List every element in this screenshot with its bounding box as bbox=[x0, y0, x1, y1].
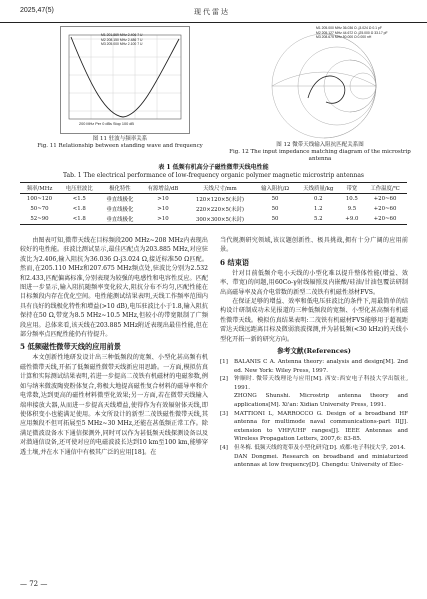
paragraph: 本文创新性地研发设计出三种低频段的宽频、小型化甚高频有机磁性微带天线,开拓了低频磁性微带天线新应用思路。一方面,模拟仿真计算和实际测试结果表明,若进一步提高二茂铁有机磁材的电磁参数,例如与纳米微波陶瓷粉体复合,将极大地提高磁性复合材料的磁导率和介电常数,达到更高的磁性材料微型化效果;另一方面,若在微带天线输入端串接放大器,从而进一步提高天线增益,使得作为有效辐射体天线,即使体积变小也能满足使用。本文所设计的新型二茂铁磁性微带天线,其应用频段不但可拓展至5 MHz~30 MHz,还能在甚低频正常工作。除满足微波设备水下通信探测外,同时可以作为甚低频天线探测设备以及对潜通信设备,还可使对应的电磁波波长达到10 km至100 km,能够穿透土壤,并在水下通信中有极其广泛的应用[18]。在 bbox=[20, 354, 208, 456]
legend-line: M1 201.869 MHz 2.406 7 U bbox=[101, 33, 143, 37]
legend-line: M2 208.150 MHz 2.486 7 U bbox=[101, 37, 143, 42]
right-column bbox=[220, 236, 408, 576]
section-heading: 6 结束语 bbox=[220, 257, 250, 267]
table-header-row bbox=[20, 183, 407, 194]
paragraph: 由图表可知,微带天线在目标频段200 MHz~208 MHz内表现出较好的电性能。驻波比测试显示,最佳匹配点为203.885 MHz,对应驻波比为2.406,输入阻抗为36.036 Ω-j3.024 Ω,接近标准50 Ω匹配。然而,在205.110 MHz和207.675 MHz频点处,驻波比分别为2.532和2.433,匹配偏离标准,分别表现为较强的电感性和电容性反应。匹配图进一步显示,输入阻抗随频率变化较大,阻抗分布不均匀,匹配性能在目标频段内存在优化空间。电性能测试结果表明,天线工作频率范围内具有良好的线极化特性和增益(>10 dB),电压驻波比小于1.8,输入阻抗保持在50 Ω,带宽为8.5 MHz~10.5 MHz,但较小的带宽限制了广频段应用。总体来看,该天线在203.885 MHz附近表现出最佳性能,但在部分频率点匹配性能仍有待提升。 bbox=[20, 237, 208, 339]
header-cell: 有源增益/dB bbox=[140, 183, 186, 194]
table-1 bbox=[20, 182, 407, 225]
figure-11-caption: 图 11 驻波与频率关系 Fig. 11 Relationship between standing wave and frequency bbox=[37, 136, 203, 149]
reference-list bbox=[220, 358, 408, 470]
legend-line: M1 205.000 MHz 36.036 Ω -j3.024 Ω 0.1 pF bbox=[316, 26, 382, 30]
reference-item: [1] BALANIS C A. Antenna theory: analysis and design[M]. 2nd ed. New York: Wiley Press, 1997. bbox=[220, 359, 408, 374]
header-cell: 频率/MHz bbox=[20, 183, 59, 194]
header-cell: 极化特性 bbox=[100, 183, 141, 194]
figure-11-plot bbox=[60, 26, 190, 134]
fig12-legend bbox=[316, 26, 388, 40]
left-column bbox=[20, 236, 208, 576]
header-cell: 带宽 bbox=[341, 183, 363, 194]
header-cell: 天线尺寸/mm bbox=[186, 183, 254, 194]
reference-item: [2] 钟顺时. 微带天线理论与应用[M]. 西安:西安电子科技大学出版社, 1991. bbox=[220, 376, 408, 391]
issue-label: 2025,47(5) bbox=[20, 7, 54, 14]
table-1-caption: 表 1 低频有机高分子磁性微带天线电性能 Tab. 1 The electrical performance of low-frequency organic polymer magnetic microstrip antennas bbox=[62, 164, 365, 179]
header-cell: 工作温度/℃ bbox=[363, 183, 407, 194]
legend-line: M3 205.000 MHz 2.100 7 U bbox=[101, 42, 143, 47]
fig11-x-label: 200 MHz Per 0 dBs Stop 100 dB bbox=[79, 122, 134, 126]
table-row: 52~90 <1.8 垂直线极化 >10 300×300×5(未封) 50 5.2 +9.0 +20~60 bbox=[20, 214, 407, 225]
legend-line: M2 205.127 MHz 44.672 Ω -j25.000 Ω 33.17 pF bbox=[316, 30, 388, 35]
table-row: 100~120 <1.5 垂直线极化 >10 120×120×5(未封) 50 0.2 10.5 +20~60 bbox=[26, 196, 397, 203]
header-cell: 输入阻抗/Ω bbox=[254, 183, 296, 194]
page-number: — 72 — bbox=[20, 580, 48, 588]
paragraph: 当代规测研究领域,该议题创新性、极具挑战,拥有十分广阔的应用前景。 bbox=[220, 237, 408, 254]
reference-item: [4] 但冬梅. 低频天线的宽带及小型化研究[D]. 成都:电子科技大学, 2014. bbox=[220, 445, 406, 451]
table-row: 50~70 <1.8 垂直线极化 >10 220×220×5(未封) 50 1.2 9.5 +20~60 bbox=[30, 206, 397, 213]
reference-item: [3] MATTIONI L, MARROCCO G. Design of a broadband HF antenna for multimode naval communications-part II[J]. extension to VHF/UHF ranges[J]. IEEE Antennas and Wireless Propagation Letters, 2007,6: 83-85. bbox=[220, 410, 408, 443]
impedance-curve bbox=[308, 76, 345, 103]
header-cell: 电压驻波比 bbox=[59, 183, 100, 194]
page-header bbox=[0, 0, 427, 23]
smith-chart bbox=[260, 26, 388, 140]
reference-item: DAN Dongmei. Research on broadband and miniaturized antennas at low frequency[D]. Chengdu: University of Elec- bbox=[234, 453, 408, 469]
legend-line: M3 208.675 MHz 50.000 Ω 0.000 nH bbox=[316, 35, 372, 40]
paragraph: 在保证足够的增益、效率和低电压驻波比的条件下,用最简单的结构设计研制成功未见报道的三种低频段的宽频、小型化甚高频有机磁性微带天线。模拟仿真结果表明:二茂铁有机磁材FVS能够用于超视距雷达天线远距离目标及微弱浪波探测,并为甚低频(<30 kHz)的天线小型化开拓一新的研究方向。 bbox=[220, 298, 408, 343]
journal-name: 现代雷达 bbox=[194, 8, 230, 16]
figure-12-plot bbox=[260, 26, 388, 140]
references-heading: 参考文献(References) bbox=[277, 347, 351, 356]
section-heading: 5 低频磁性微带天线的应用前景 bbox=[20, 342, 121, 352]
header-cell: 天线质量/kg bbox=[296, 183, 341, 194]
figure-12-caption: 图 12 微带天线输入阻抗匹配关系图 Fig. 12 The input impedance matching diagram of the microstrip antenna bbox=[229, 142, 411, 162]
fig11-legend bbox=[101, 33, 142, 47]
reference-item: ZHONG Shunshi. Microstrip antenna theory and applications[M]. Xi'an: Xidian University Press, 1991. bbox=[234, 393, 408, 409]
vswr-curve bbox=[71, 37, 179, 117]
paragraph: 针对目前低频介电小天线的小型化难以提升整体性能(增益、效率、带宽)的问题,用60Co-γ射线辐照及内嵌酸/硅油/甘油包覆法研制出高磁导率及高介电常数的新型二茂铁有机磁性基材FVS。 bbox=[220, 269, 408, 296]
